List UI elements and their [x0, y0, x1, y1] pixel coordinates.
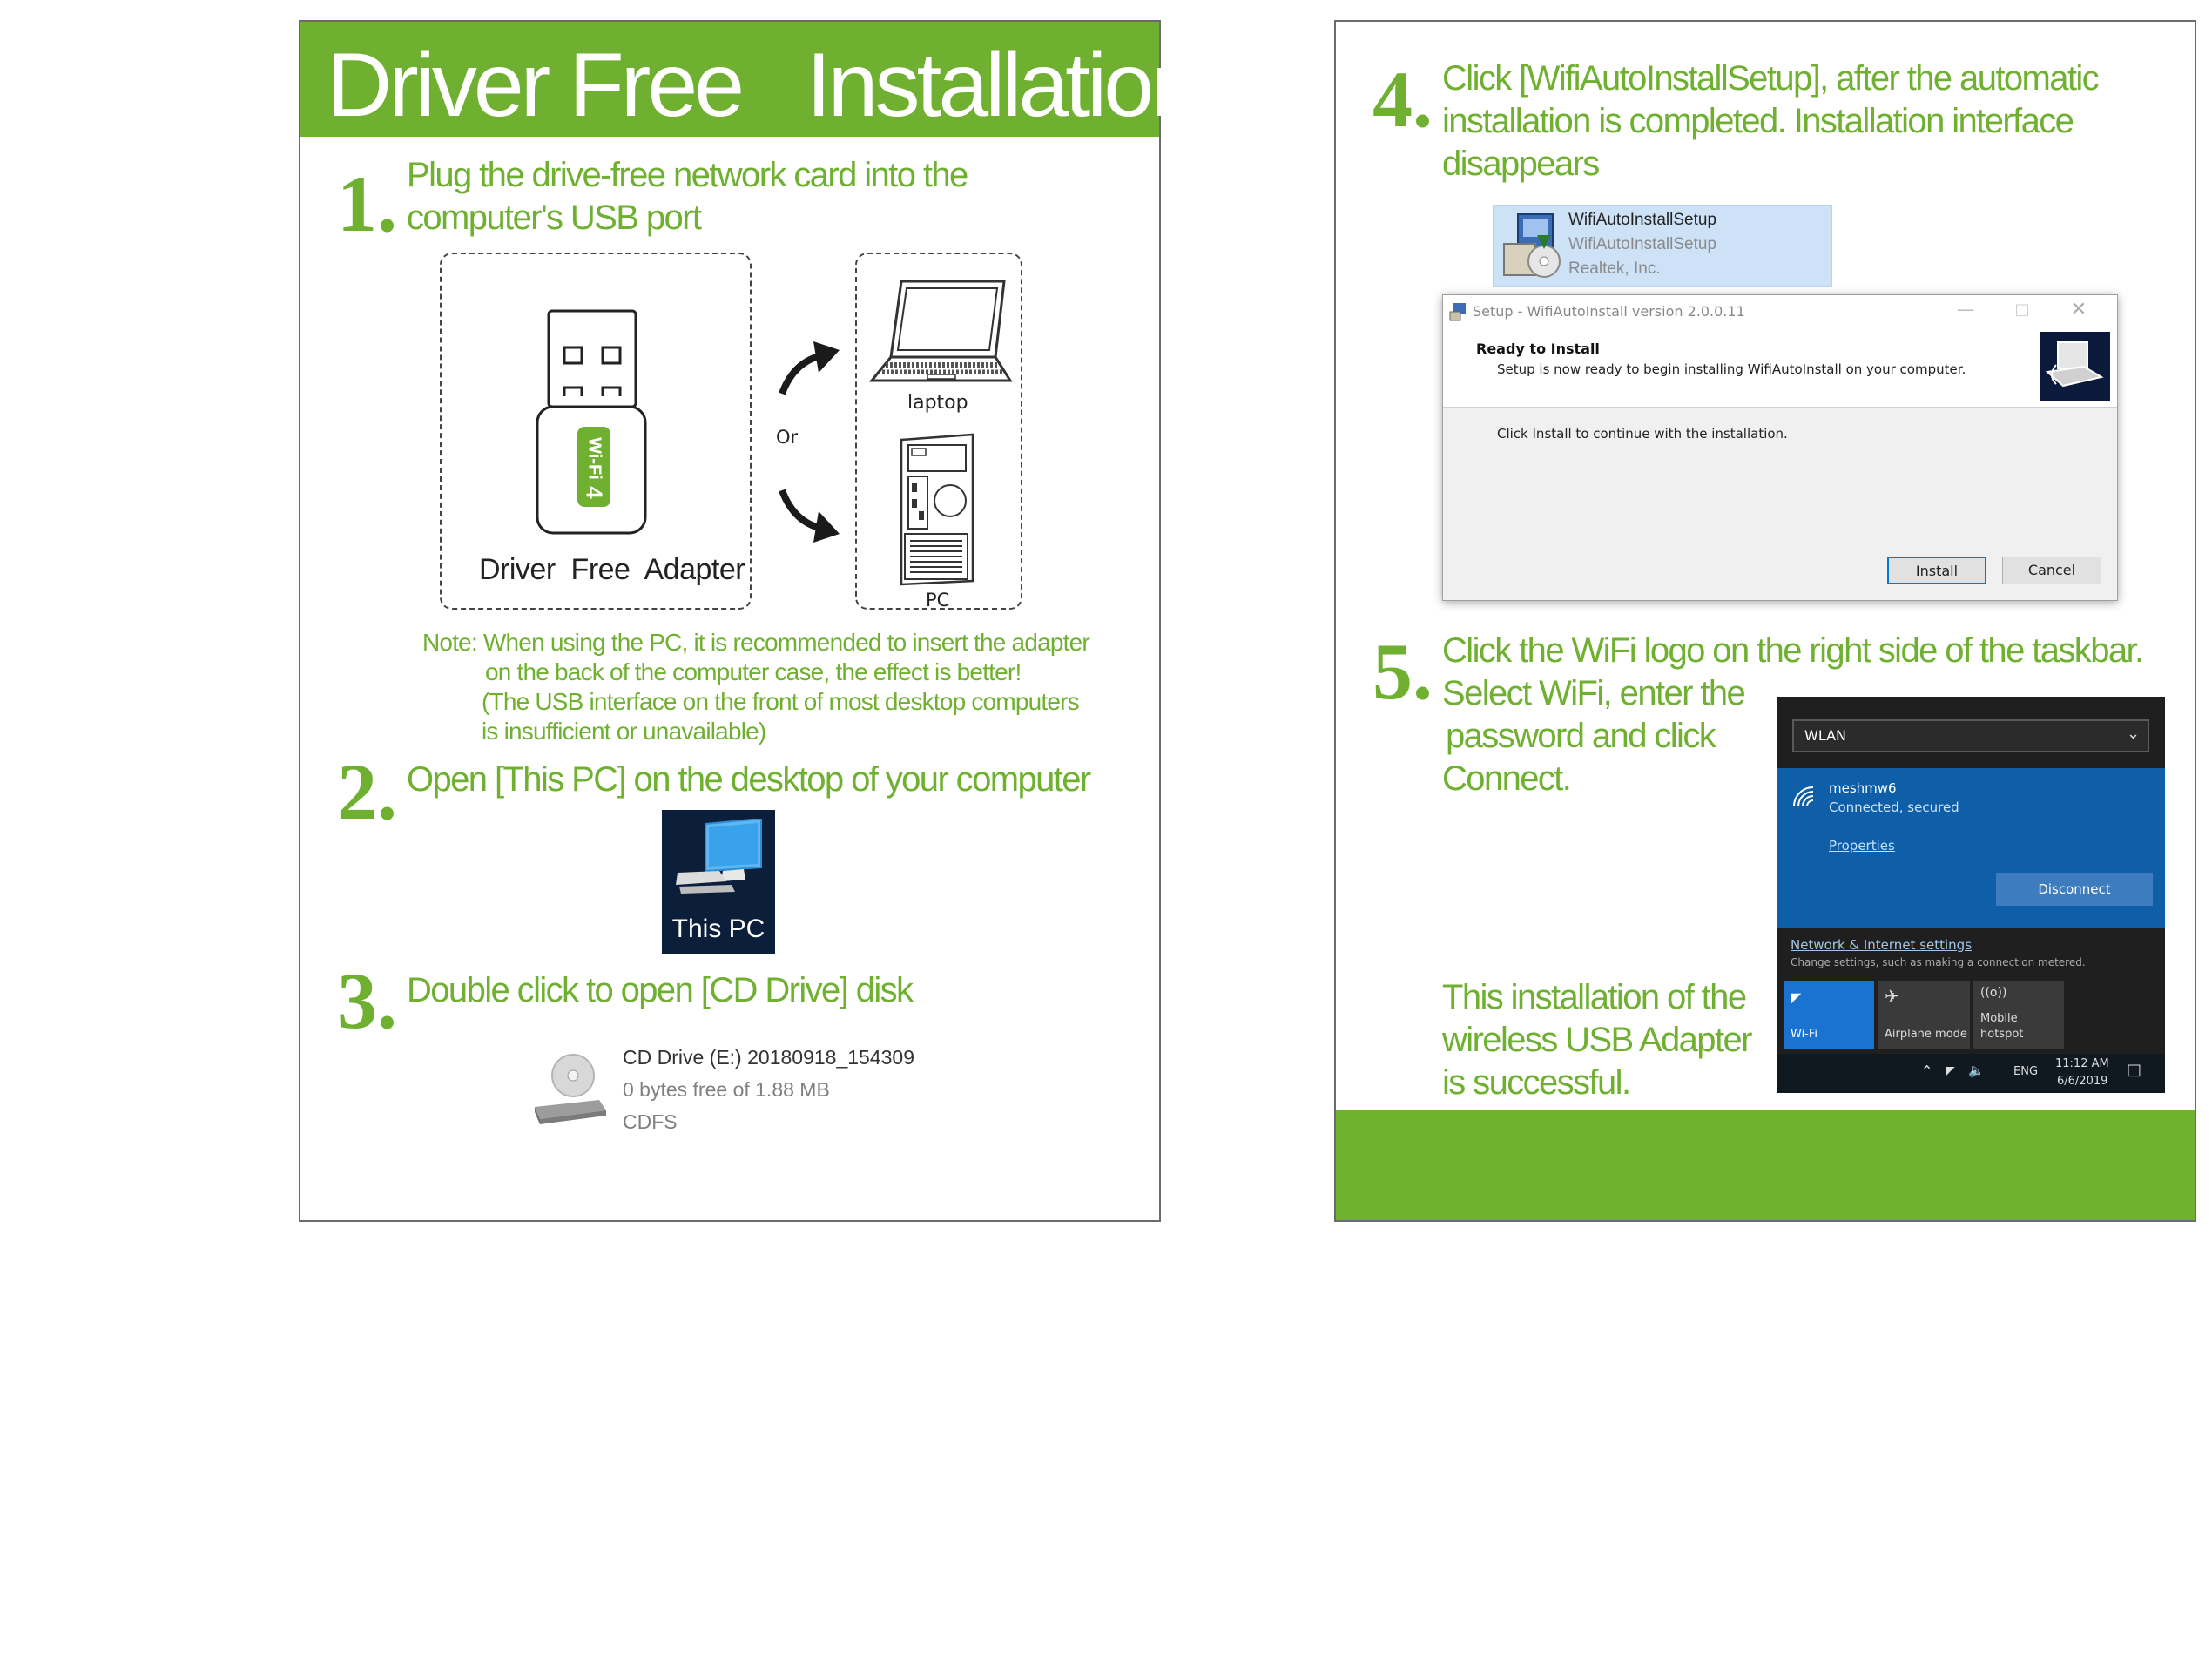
properties-link[interactable]: Properties — [1829, 838, 1895, 853]
dialog-maximize-button[interactable]: □ — [2014, 300, 2030, 319]
tray-network-icon[interactable]: ◤ — [1946, 1064, 1955, 1078]
tray-date[interactable]: 6/6/2019 — [2057, 1075, 2108, 1088]
wifi4-logo-number: 4 — [581, 486, 608, 499]
wifi-signal-icon — [1791, 784, 1817, 810]
success-line1: This installation of the — [1442, 978, 1746, 1016]
install-button[interactable]: Install — [1887, 557, 1986, 584]
tray-language[interactable]: ENG — [2013, 1065, 2039, 1078]
dialog-minimize-button[interactable]: — — [1957, 299, 1974, 320]
this-pc-label: This PC — [671, 914, 765, 943]
monitor-icon — [671, 819, 766, 906]
wifi-flyout — [1777, 697, 2165, 1093]
arrow-to-laptop-icon — [775, 331, 845, 401]
airplane-tile-label: Airplane mode — [1885, 1028, 1967, 1041]
airplane-mode-tile[interactable] — [1878, 981, 1970, 1049]
cd-drive-icon[interactable] — [531, 1049, 610, 1128]
dialog-app-icon — [1448, 301, 1469, 322]
chevron-down-icon: ⌄ — [2127, 725, 2141, 743]
airplane-icon: ✈ — [1885, 986, 1899, 1007]
action-center-icon[interactable]: □ — [2127, 1061, 2142, 1079]
footer-green-band — [1336, 1110, 2195, 1220]
taskbar — [1777, 1054, 2165, 1093]
setup-file-tile[interactable] — [1493, 205, 1832, 287]
dialog-subheading: Setup is now ready to begin installing WifiAutoInstall on your computer. — [1497, 361, 1966, 377]
setup-file-name: WifiAutoInstallSetup — [1568, 211, 1717, 229]
step4-text-line1: Click [WifiAutoInstallSetup], after the automatic — [1442, 59, 2099, 98]
dialog-heading: Ready to Install — [1476, 341, 1600, 357]
step5-number: 5. — [1372, 627, 1433, 716]
arrow-to-pc-icon — [775, 483, 845, 553]
cancel-button[interactable]: Cancel — [2002, 557, 2101, 584]
note-line4: is insufficient or unavailable) — [482, 718, 766, 745]
step1-text-line1: Plug the drive-free network card into the — [407, 156, 968, 194]
tray-volume-icon[interactable]: 🔈 — [1968, 1062, 1985, 1078]
step5-text-line1: Click the WiFi logo on the right side of the taskbar. — [1442, 631, 2143, 670]
laptop-icon — [867, 274, 1015, 396]
connected-network-item[interactable] — [1777, 768, 2165, 928]
cd-drive-title: CD Drive (E:) 20180918_154309 — [623, 1046, 914, 1069]
step1-number: 1. — [337, 159, 397, 248]
success-line3: is successful. — [1442, 1063, 1630, 1102]
step4-number: 4. — [1372, 55, 1433, 144]
wifi-tile-icon: ◤ — [1791, 989, 1802, 1006]
setup-file-desc: WifiAutoInstallSetup — [1568, 235, 1717, 253]
tray-time[interactable]: 11:12 AM — [2055, 1057, 2109, 1070]
setup-file-company: Realtek, Inc. — [1568, 260, 1661, 278]
installer-icon — [1499, 209, 1572, 282]
dialog-close-button[interactable]: ✕ — [2070, 299, 2087, 320]
step2-number: 2. — [337, 747, 397, 836]
network-settings-link[interactable]: Network & Internet settings — [1791, 937, 1973, 953]
hotspot-tile-label-line2: hotspot — [1980, 1028, 2024, 1041]
or-label: Or — [776, 427, 799, 448]
adapter-caption: Driver Free Adapter — [479, 553, 745, 586]
wifi-quick-tile[interactable] — [1784, 981, 1874, 1049]
wlan-dropdown[interactable] — [1792, 719, 2149, 752]
step4-text-line3: disappears — [1442, 145, 1599, 183]
wifi4-logo-text: Wi-Fi — [584, 437, 604, 480]
step4-text-line2: installation is completed. Installation interface — [1442, 102, 2074, 140]
network-status: Connected, secured — [1829, 799, 1959, 815]
success-line2: wireless USB Adapter — [1442, 1021, 1751, 1059]
step3-text: Double click to open [CD Drive] disk — [407, 971, 913, 1009]
step5-text-line4: Connect. — [1442, 759, 1571, 798]
setup-dialog — [1442, 294, 2118, 601]
laptop-label: laptop — [907, 392, 968, 414]
note-line2: on the back of the computer case, the effect is better! — [485, 658, 1022, 685]
wlan-dropdown-label: WLAN — [1804, 727, 1847, 744]
right-instruction-panel — [1334, 20, 2196, 1222]
step5-text-line2: Select WiFi, enter the — [1442, 674, 1745, 712]
step3-number: 3. — [337, 956, 397, 1045]
header-title: Driver Free Installation — [327, 35, 1197, 136]
pc-tower-icon — [894, 431, 981, 588]
network-settings-desc: Change settings, such as making a connection metered. — [1791, 956, 2086, 968]
left-instruction-panel — [299, 20, 1197, 1222]
step1-text-line2: computer's USB port — [407, 199, 701, 237]
step2-text: Open [This PC] on the desktop of your computer — [407, 760, 1090, 799]
note-line3: (The USB interface on the front of most desktop computers — [482, 688, 1079, 715]
step5-text-line3: password and click — [1446, 717, 1716, 755]
mobile-hotspot-tile[interactable] — [1973, 981, 2064, 1049]
dialog-body-text: Click Install to continue with the installation. — [1497, 426, 1788, 442]
note-line1: Note: When using the PC, it is recommended to insert the adapter — [422, 629, 1089, 656]
computer-install-icon — [2040, 332, 2110, 401]
dialog-title: Setup - WifiAutoInstall version 2.0.0.11 — [1473, 303, 1745, 320]
disconnect-button[interactable]: Disconnect — [1996, 873, 2153, 906]
hotspot-icon: ((o)) — [1980, 986, 2007, 1000]
pc-label: PC — [926, 590, 950, 611]
hotspot-tile-label-line1: Mobile — [1980, 1012, 2018, 1025]
cd-drive-space: 0 bytes free of 1.88 MB — [623, 1078, 830, 1101]
wifi-tile-label: Wi-Fi — [1791, 1028, 1818, 1041]
cd-drive-filesystem: CDFS — [623, 1110, 678, 1133]
tray-chevron-up-icon[interactable]: ⌃ — [1921, 1062, 1933, 1079]
network-name: meshmw6 — [1829, 780, 1897, 796]
dialog-banner-icon — [2040, 332, 2110, 401]
